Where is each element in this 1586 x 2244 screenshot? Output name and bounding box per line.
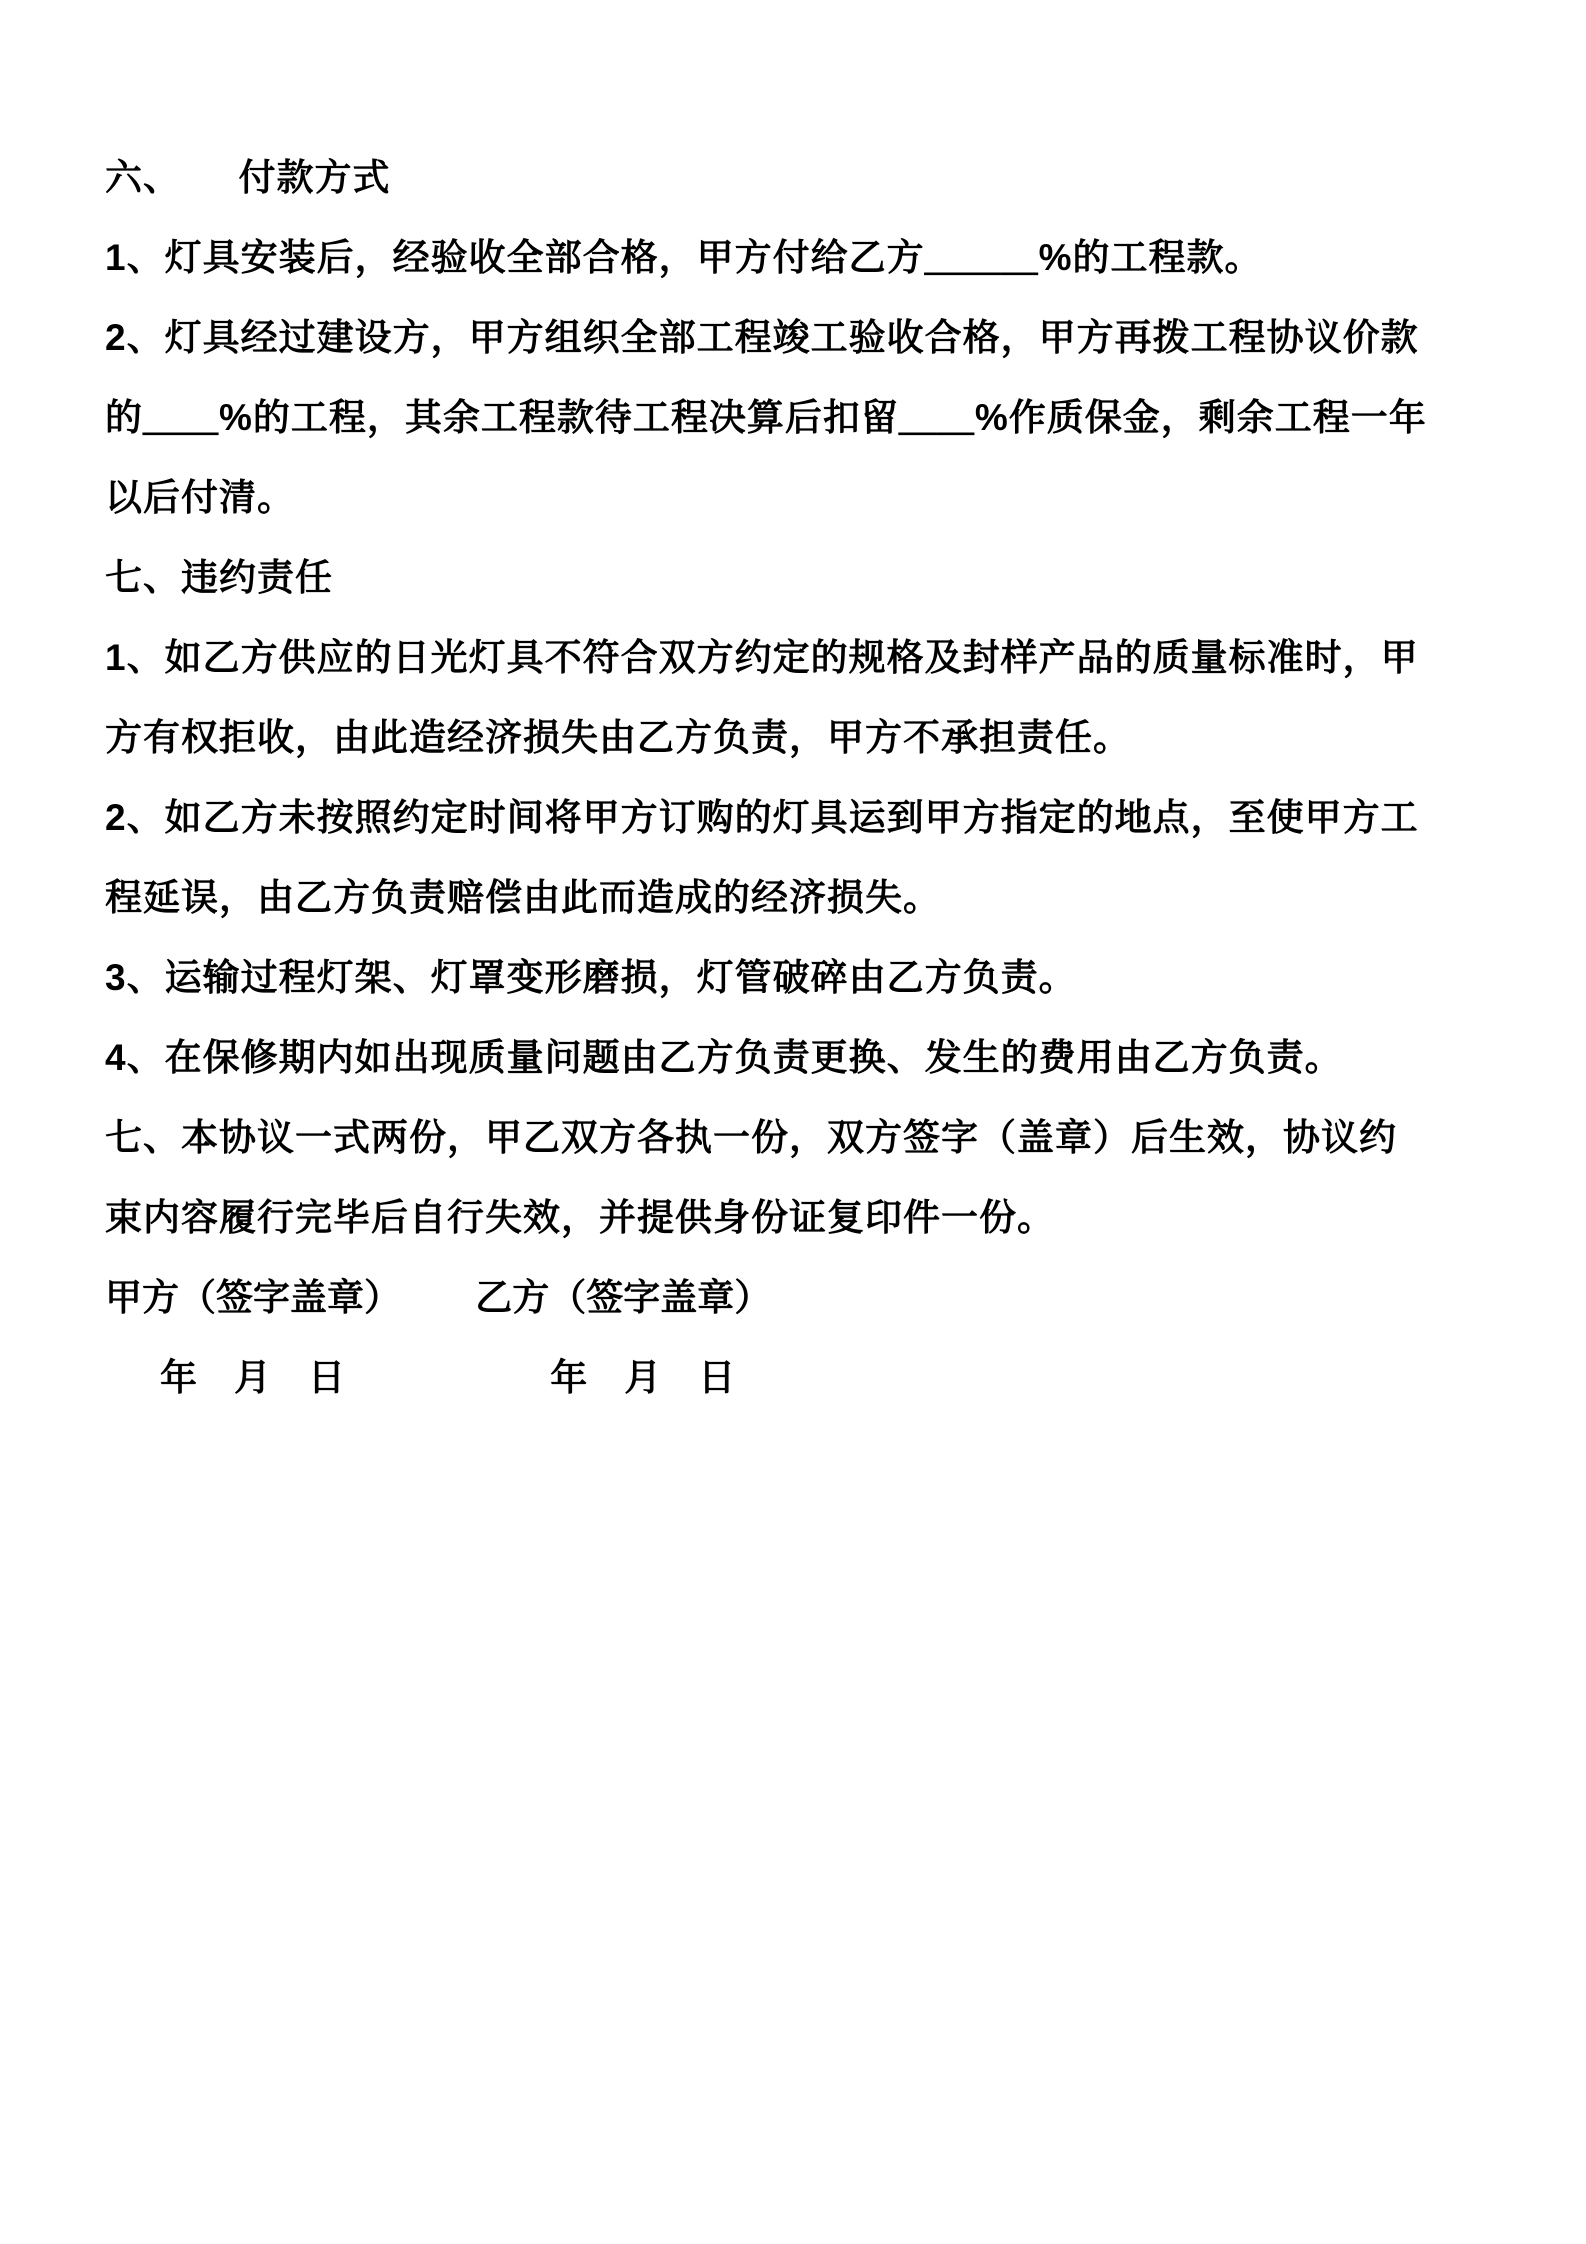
payment-clause-2-line-1: 2、灯具经过建设方，甲方组织全部工程竣工验收合格，甲方再拨工程协议价款 [105, 317, 1419, 358]
payment-clause-1: 1、灯具安装后，经验收全部合格，甲方付给乙方＿＿＿%的工程款。 [105, 237, 1263, 278]
signature-row [105, 1258, 1481, 1338]
payment-clause-2-line-2: 的＿＿%的工程，其余工程款待工程决算后扣留＿＿%作质保金，剩余工程一年 [105, 397, 1427, 438]
breach-clause-2-line-2: 程延误，由乙方负责赔偿由此而造成的经济损失。 [105, 877, 941, 918]
validity-clause-line-2: 束内容履行完毕后自行失效，并提供身份证复印件一份。 [105, 1197, 1055, 1238]
breach-clause-1-line-1: 1、如乙方供应的日光灯具不符合双方约定的规格及封样产品的质量标准时，甲 [105, 637, 1419, 678]
breach-clause-3: 3、运输过程灯架、灯罩变形磨损，灯管破碎由乙方负责。 [105, 957, 1077, 998]
payment-section-heading: 六、 付款方式 [105, 157, 391, 198]
party-a-signature-label: 甲方（签字盖章） [105, 1277, 401, 1318]
breach-clause-1-line-2: 方有权拒收，由此造经济损失由乙方负责，甲方不承担责任。 [105, 717, 1131, 758]
party-a-date-label: 年 月 日 [160, 1357, 345, 1398]
party-b-date-label: 年 月 日 [550, 1357, 736, 1398]
breach-clause-4: 4、在保修期内如出现质量问题由乙方负责更换、发生的费用由乙方负责。 [105, 1037, 1343, 1078]
date-row [105, 1338, 1481, 1418]
document-body [105, 138, 1481, 1418]
validity-clause-line-1: 七、本协议一式两份，甲乙双方各执一份，双方签字（盖章）后生效，协议约 [105, 1117, 1397, 1158]
breach-section-heading: 七、违约责任 [105, 557, 333, 598]
breach-clause-2-line-1: 2、如乙方未按照约定时间将甲方订购的灯具运到甲方指定的地点，至使甲方工 [105, 797, 1419, 838]
party-b-signature-label: 乙方（签字盖章） [475, 1277, 772, 1318]
payment-clause-2-line-3: 以后付清。 [105, 477, 295, 518]
